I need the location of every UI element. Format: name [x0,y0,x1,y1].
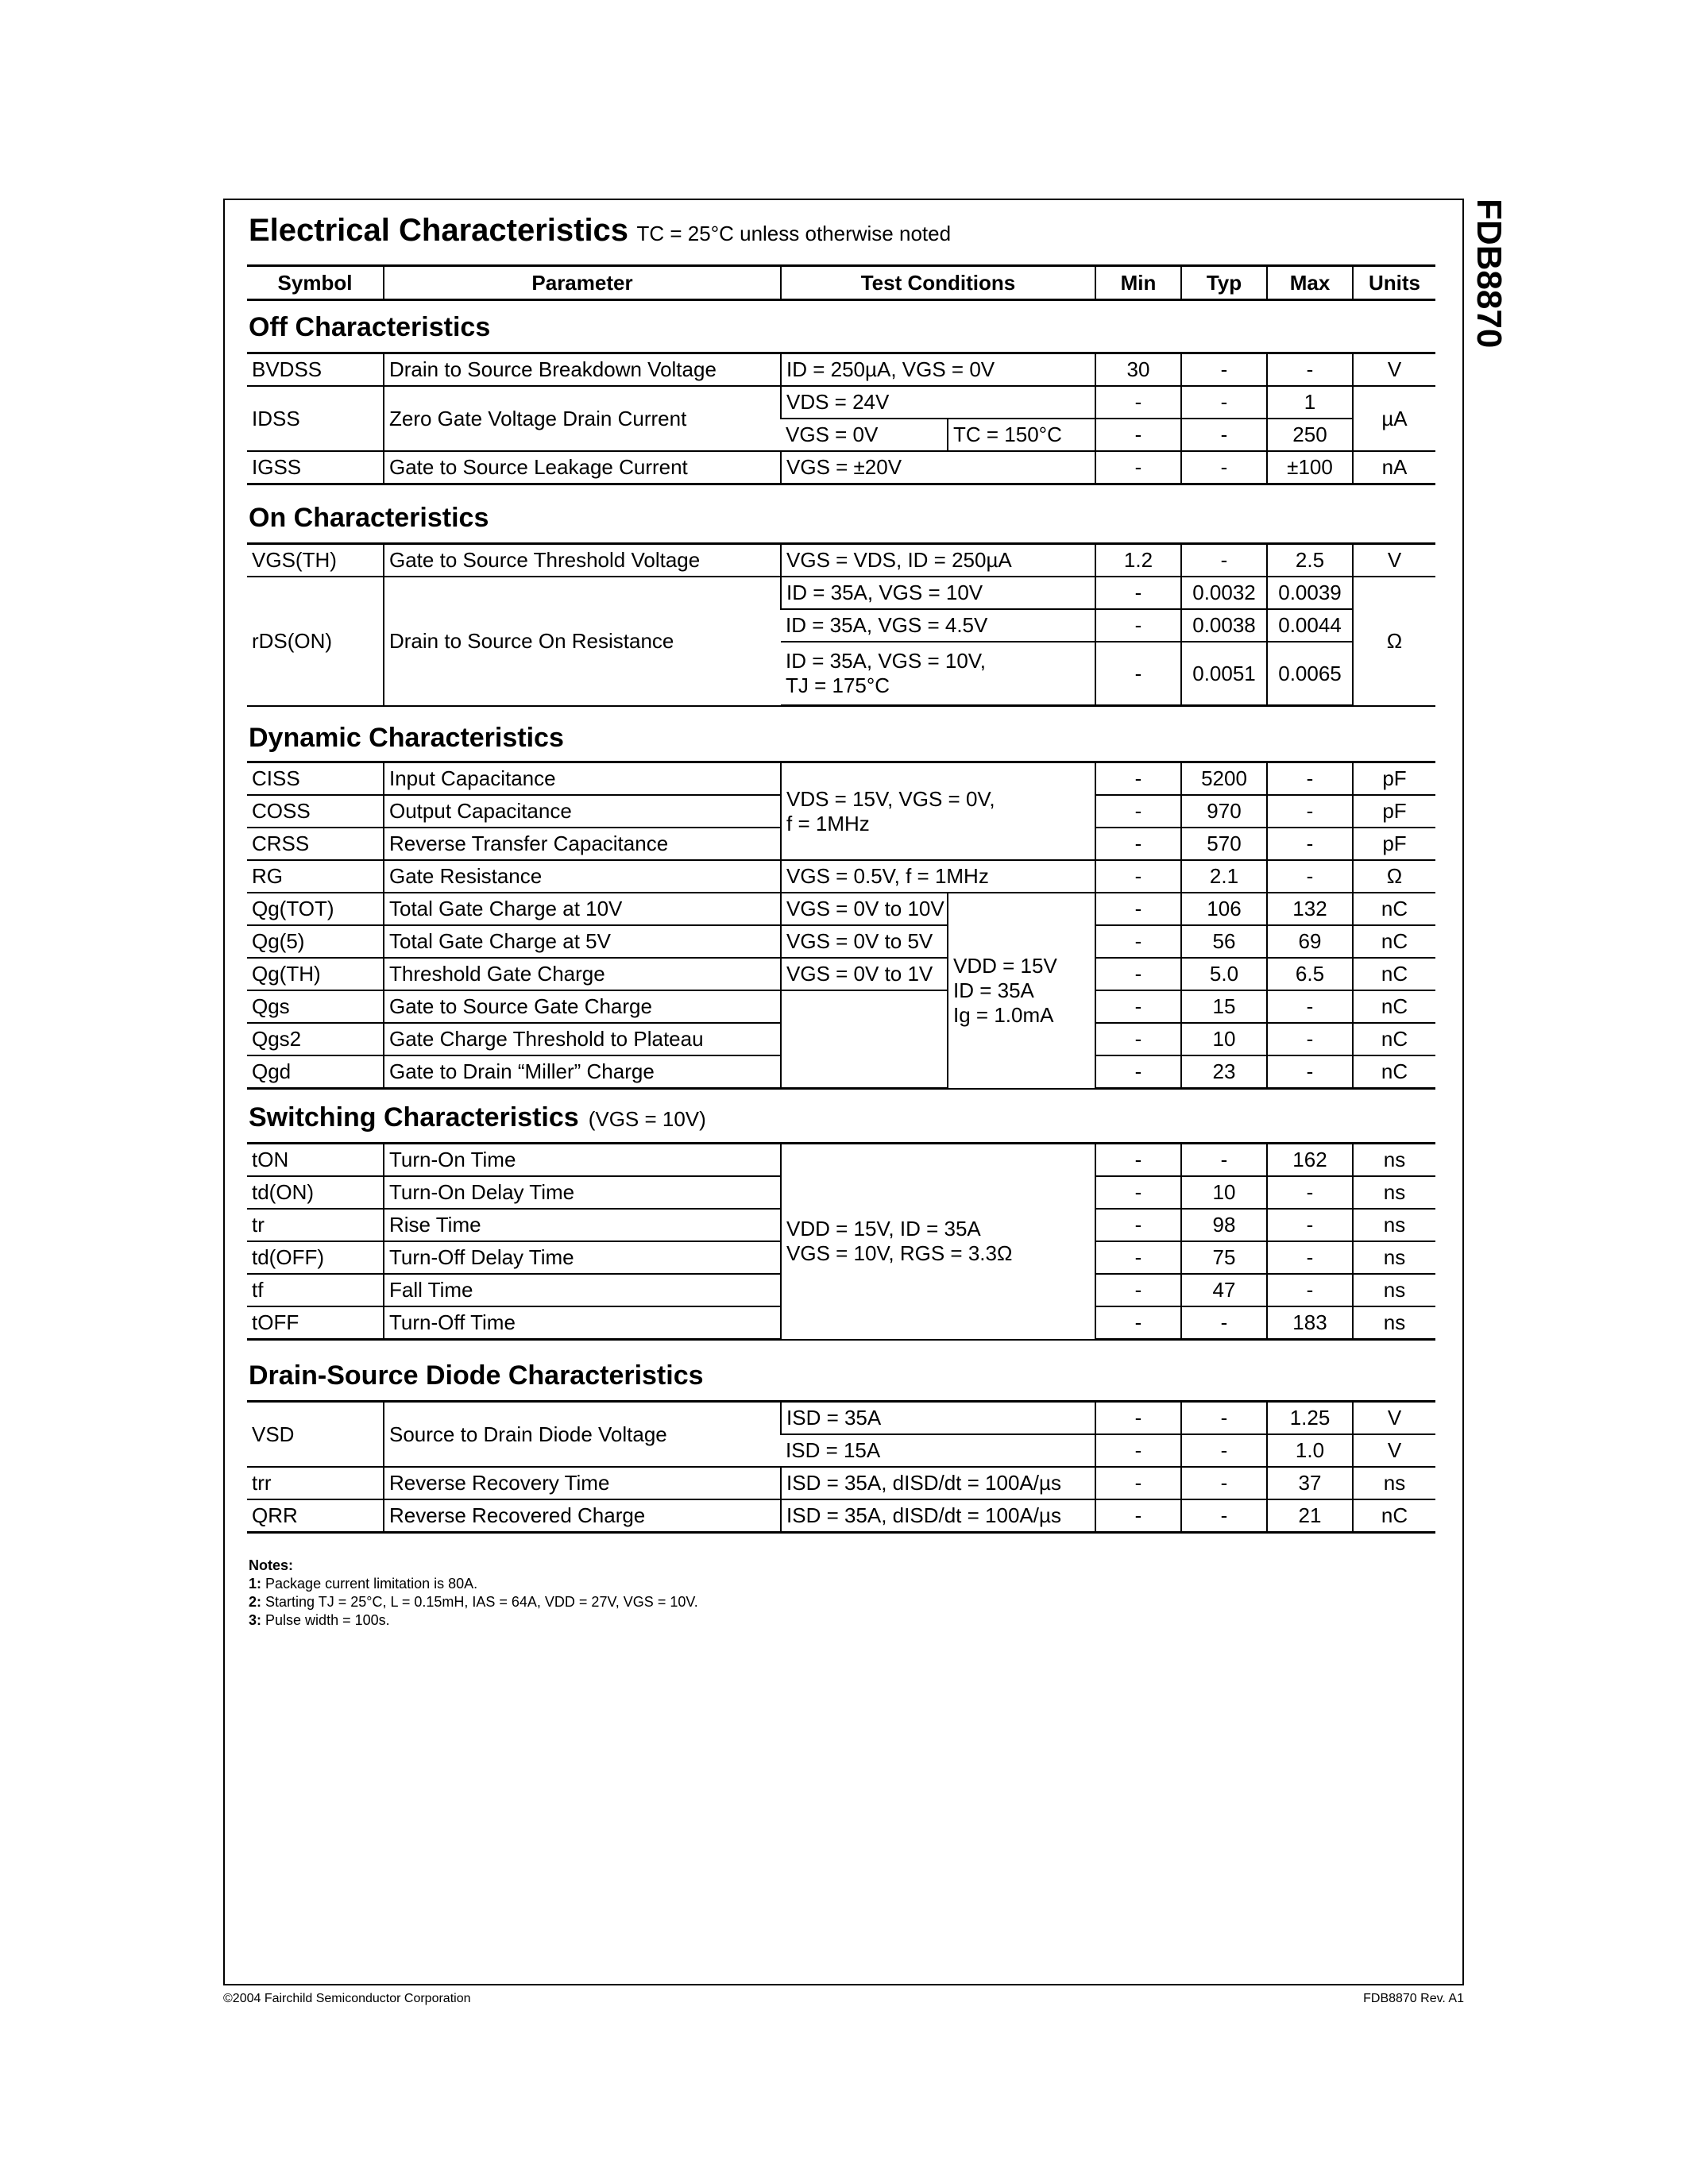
typ-cell: - [1181,386,1267,419]
min-cell: - [1095,609,1181,642]
parameter-cell: Source to Drain Diode Voltage [384,1402,781,1468]
min-cell: - [1095,1144,1181,1177]
typ-cell: - [1181,1402,1267,1435]
units-cell: nC [1353,990,1435,1023]
min-cell: - [1095,1176,1181,1209]
max-cell: 69 [1267,925,1353,958]
min-cell: - [1095,1055,1181,1089]
dynamic-table [247,761,1435,1090]
note-text: Starting TJ = 25°C, L = 0.15mH, IAS = 64A, VDD = 27V, VGS = 10V. [265,1594,698,1610]
max-cell: 0.0039 [1267,577,1353,609]
max-cell: - [1267,1023,1353,1055]
units-cell: V [1353,353,1435,387]
symbol-cell: tOFF [247,1306,384,1340]
min-cell: - [1095,451,1181,484]
conditions-line: ID = 35A, VGS = 10V, [786,649,986,673]
min-cell: - [1095,1434,1181,1467]
max-cell: 21 [1267,1499,1353,1533]
min-cell: - [1095,762,1181,796]
max-cell: - [1267,353,1353,387]
symbol-cell: Qg(5) [247,925,384,958]
typ-cell: 75 [1181,1241,1267,1274]
typ-cell: 5.0 [1181,958,1267,990]
max-cell: 1.25 [1267,1402,1353,1435]
table-row [247,451,1435,484]
footer-copyright: ©2004 Fairchild Semiconductor Corporation [223,1992,471,2005]
max-cell: - [1267,1176,1353,1209]
symbol-cell: IDSS [247,386,384,451]
table-row [247,1467,1435,1499]
typ-cell: 56 [1181,925,1267,958]
parameter-cell: Zero Gate Voltage Drain Current [384,386,781,451]
parameter-cell: Drain to Source Breakdown Voltage [384,353,781,387]
symbol-cell: td(ON) [247,1176,384,1209]
note-text: Pulse width = 100s. [265,1612,390,1628]
typ-cell: 98 [1181,1209,1267,1241]
min-cell: - [1095,1499,1181,1533]
max-cell: 0.0065 [1267,642,1353,706]
min-cell: 1.2 [1095,544,1181,577]
min-cell: - [1095,828,1181,860]
symbol-cell: tON [247,1144,384,1177]
parameter-cell: Drain to Source On Resistance [384,577,781,706]
typ-cell: 47 [1181,1274,1267,1306]
col-units: Units [1353,266,1435,300]
parameter-cell: Gate to Source Threshold Voltage [384,544,781,577]
table-row [247,762,1435,796]
min-cell: 30 [1095,353,1181,387]
max-cell: 183 [1267,1306,1353,1340]
side-part-number: FDB8870 [1470,199,1508,349]
parameter-cell: Input Capacitance [384,762,781,796]
units-cell: ns [1353,1176,1435,1209]
off-table [247,352,1435,485]
page-title [249,213,951,249]
min-cell: - [1095,1209,1181,1241]
symbol-cell: VSD [247,1402,384,1468]
conditions-cell: ISD = 15A [781,1434,1095,1467]
max-cell: 2.5 [1267,544,1353,577]
min-cell: - [1095,1241,1181,1274]
min-cell: - [1095,795,1181,828]
table-row [247,958,1435,990]
max-cell: - [1267,1209,1353,1241]
symbol-cell: tr [247,1209,384,1241]
symbol-cell: td(OFF) [247,1241,384,1274]
units-cell: pF [1353,762,1435,796]
units-cell: ns [1353,1241,1435,1274]
symbol-cell: CISS [247,762,384,796]
units-cell: nC [1353,1023,1435,1055]
table-row [247,1144,1435,1177]
symbol-cell: QRR [247,1499,384,1533]
parameter-cell: Reverse Recovery Time [384,1467,781,1499]
conditions-cell: ISD = 35A, dISD/dt = 100A/µs [781,1499,1095,1533]
conditions-line: TJ = 175°C [786,673,890,697]
switching-section-title [249,1102,706,1133]
conditions-empty-cell [781,990,948,1089]
conditions-cell: VDS = 24V [781,386,1095,419]
max-cell: - [1267,828,1353,860]
parameter-cell: Turn-Off Time [384,1306,781,1340]
symbol-cell: VGS(TH) [247,544,384,577]
typ-cell: 106 [1181,893,1267,925]
max-cell: 250 [1267,419,1353,451]
min-cell: - [1095,860,1181,893]
max-cell: 162 [1267,1144,1353,1177]
diode-section-title: Drain-Source Diode Characteristics [249,1360,704,1391]
off-section-title: Off Characteristics [249,312,491,342]
footer-revision: FDB8870 Rev. A1 [1363,1992,1464,2005]
typ-cell: - [1181,1499,1267,1533]
max-cell: 37 [1267,1467,1353,1499]
conditions-cell: VGS = VDS, ID = 250µA [781,544,1095,577]
conditions-cell [948,893,1095,1089]
symbol-cell: IGSS [247,451,384,484]
conditions-cell [781,642,1095,706]
min-cell: - [1095,958,1181,990]
units-cell: ns [1353,1274,1435,1306]
units-cell: ns [1353,1467,1435,1499]
max-cell: - [1267,1274,1353,1306]
symbol-cell: Qg(TOT) [247,893,384,925]
symbol-cell: BVDSS [247,353,384,387]
diode-table [247,1400,1435,1534]
symbol-cell: tf [247,1274,384,1306]
on-section-title: On Characteristics [249,503,489,533]
parameter-cell: Reverse Transfer Capacitance [384,828,781,860]
conditions-cell: ID = 250µA, VGS = 0V [781,353,1095,387]
min-cell: - [1095,1023,1181,1055]
conditions-line: ID = 35A [953,978,1034,1002]
units-cell: V [1353,1434,1435,1467]
units-cell: ns [1353,1144,1435,1177]
note-item [249,1575,698,1593]
note-item [249,1611,698,1630]
min-cell: - [1095,1402,1181,1435]
units-cell: nC [1353,958,1435,990]
conditions-cell: VGS = 0V to 5V [781,925,948,958]
max-cell: - [1267,1055,1353,1089]
parameter-cell: Gate to Drain “Miller” Charge [384,1055,781,1089]
symbol-cell: COSS [247,795,384,828]
units-cell: V [1353,544,1435,577]
conditions-line: Ig = 1.0mA [953,1002,1054,1027]
min-cell: - [1095,925,1181,958]
typ-cell: - [1181,544,1267,577]
table-row [247,577,1435,609]
typ-cell: 5200 [1181,762,1267,796]
min-cell: - [1095,1467,1181,1499]
min-cell: - [1095,1274,1181,1306]
typ-cell: 0.0051 [1181,642,1267,706]
max-cell: 1 [1267,386,1353,419]
typ-cell: 10 [1181,1176,1267,1209]
on-table [247,542,1435,707]
max-cell: - [1267,860,1353,893]
conditions-cell: VGS = 0.5V, f = 1MHz [781,860,1095,893]
table-row [247,1499,1435,1533]
parameter-cell: Gate to Source Gate Charge [384,990,781,1023]
typ-cell: 15 [1181,990,1267,1023]
typ-cell: 23 [1181,1055,1267,1089]
parameter-cell: Turn-Off Delay Time [384,1241,781,1274]
symbol-cell: Qg(TH) [247,958,384,990]
parameter-cell: Gate to Source Leakage Current [384,451,781,484]
note-number: 1: [249,1576,262,1592]
title-text: Electrical Characteristics [249,213,629,248]
dynamic-section-title: Dynamic Characteristics [249,723,564,753]
symbol-cell: trr [247,1467,384,1499]
units-cell: pF [1353,828,1435,860]
units-cell: V [1353,1402,1435,1435]
col-min: Min [1095,266,1181,300]
symbol-cell: Qgs2 [247,1023,384,1055]
conditions-cell: ISD = 35A [781,1402,1095,1435]
note-number: 2: [249,1594,262,1610]
typ-cell: - [1181,1467,1267,1499]
units-cell: ns [1353,1209,1435,1241]
max-cell: - [1267,795,1353,828]
table-row [247,386,1435,419]
table-row [247,353,1435,387]
conditions-cell: ISD = 35A, dISD/dt = 100A/µs [781,1467,1095,1499]
parameter-cell: Fall Time [384,1274,781,1306]
conditions-line: VDS = 15V, VGS = 0V, [786,786,995,811]
conditions-cell: ID = 35A, VGS = 4.5V [781,609,1095,642]
max-cell: 1.0 [1267,1434,1353,1467]
col-max: Max [1267,266,1353,300]
parameter-cell: Total Gate Charge at 10V [384,893,781,925]
units-cell: nA [1353,451,1435,484]
table-row [247,860,1435,893]
typ-cell: - [1181,1144,1267,1177]
typ-cell: 970 [1181,795,1267,828]
symbol-cell: Qgd [247,1055,384,1089]
parameter-cell: Gate Charge Threshold to Plateau [384,1023,781,1055]
units-cell: Ω [1353,860,1435,893]
max-cell: - [1267,990,1353,1023]
max-cell: - [1267,1241,1353,1274]
max-cell: 132 [1267,893,1353,925]
typ-cell: 570 [1181,828,1267,860]
symbol-cell: CRSS [247,828,384,860]
switching-title-text: Switching Characteristics [249,1102,579,1133]
conditions-cell: VGS = 0V to 10V [781,893,948,925]
max-cell: ±100 [1267,451,1353,484]
symbol-cell: Qgs [247,990,384,1023]
min-cell: - [1095,1306,1181,1340]
parameter-cell: Turn-On Delay Time [384,1176,781,1209]
parameter-cell: Output Capacitance [384,795,781,828]
typ-cell: 0.0038 [1181,609,1267,642]
col-parameter: Parameter [384,266,781,300]
conditions-cell [781,762,1095,861]
max-cell: 6.5 [1267,958,1353,990]
conditions-line: VGS = 10V, RGS = 3.3Ω [786,1241,1013,1266]
conditions-cell: VGS = ±20V [781,451,1095,484]
parameter-cell: Threshold Gate Charge [384,958,781,990]
units-cell: nC [1353,925,1435,958]
typ-cell: 10 [1181,1023,1267,1055]
table-row [247,1402,1435,1435]
conditions-line: VDD = 15V [953,953,1057,978]
units-cell: ns [1353,1306,1435,1340]
table-row [247,990,1435,1023]
min-cell: - [1095,642,1181,706]
conditions-sub-cell: TC = 150°C [948,419,1095,451]
table-row [247,544,1435,577]
max-cell: - [1267,762,1353,796]
notes-title: Notes: [249,1557,294,1573]
min-cell: - [1095,386,1181,419]
parameter-cell: Turn-On Time [384,1144,781,1177]
parameter-cell: Rise Time [384,1209,781,1241]
conditions-cell: ID = 35A, VGS = 10V [781,577,1095,609]
conditions-line: VDD = 15V, ID = 35A [786,1217,981,1241]
table-row [247,925,1435,958]
typ-cell: - [1181,1434,1267,1467]
typ-cell: 0.0032 [1181,577,1267,609]
switching-table [247,1142,1435,1341]
units-cell: nC [1353,1499,1435,1533]
col-conditions: Test Conditions [781,266,1095,300]
parameter-cell: Reverse Recovered Charge [384,1499,781,1533]
min-cell: - [1095,990,1181,1023]
units-cell: nC [1353,893,1435,925]
units-cell: nC [1353,1055,1435,1089]
parameter-cell: Gate Resistance [384,860,781,893]
min-cell: - [1095,893,1181,925]
units-cell: Ω [1353,577,1435,706]
col-typ: Typ [1181,266,1267,300]
col-symbol: Symbol [247,266,384,300]
title-condition: TC = 25°C unless otherwise noted [636,222,952,245]
min-cell: - [1095,577,1181,609]
conditions-cell: VGS = 0V [781,419,948,451]
conditions-line: f = 1MHz [786,811,870,835]
symbol-cell: RG [247,860,384,893]
units-cell: µA [1353,386,1435,451]
note-number: 3: [249,1612,262,1628]
typ-cell: - [1181,451,1267,484]
note-item [249,1593,698,1611]
conditions-cell: VGS = 0V to 1V [781,958,948,990]
symbol-cell: rDS(ON) [247,577,384,706]
typ-cell: - [1181,1306,1267,1340]
units-cell: pF [1353,795,1435,828]
conditions-cell [781,1144,1095,1340]
typ-cell: - [1181,353,1267,387]
switching-condition: (VGS = 10V) [588,1107,706,1131]
column-header [247,264,1435,301]
typ-cell: 2.1 [1181,860,1267,893]
typ-cell: - [1181,419,1267,451]
notes [249,1557,698,1630]
max-cell: 0.0044 [1267,609,1353,642]
min-cell: - [1095,419,1181,451]
parameter-cell: Total Gate Charge at 5V [384,925,781,958]
note-text: Package current limitation is 80A. [265,1576,478,1592]
table-row [247,893,1435,925]
